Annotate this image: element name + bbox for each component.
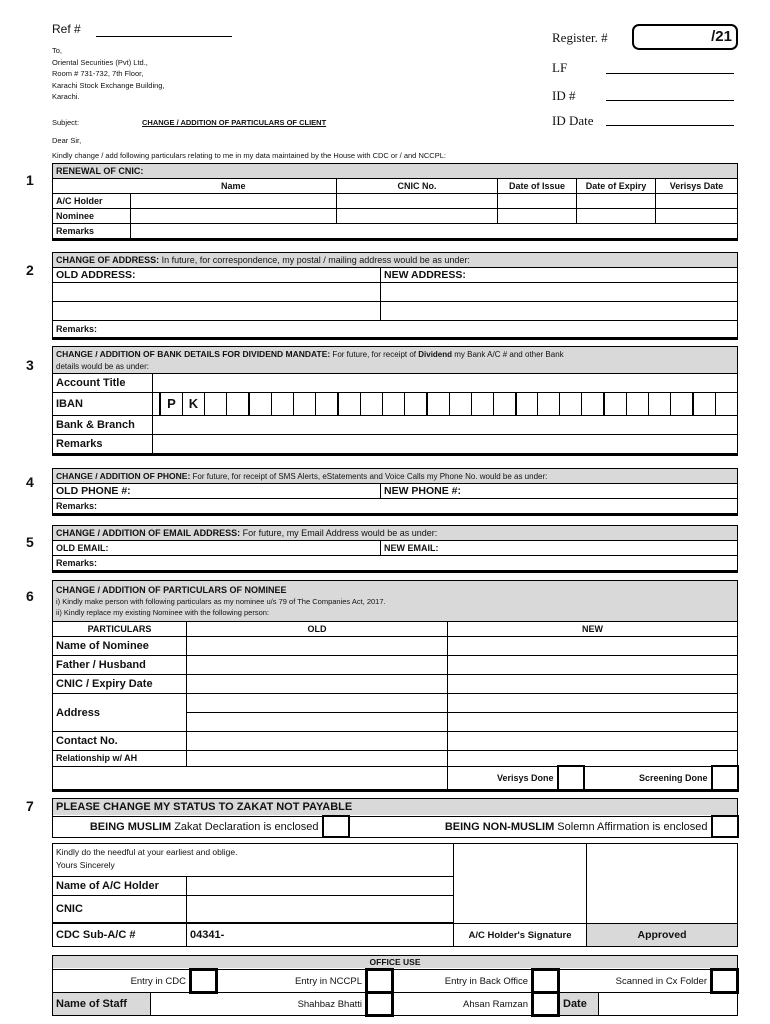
- row-label: Father / Husband: [53, 656, 187, 675]
- iban-char-cell[interactable]: [315, 393, 337, 415]
- section-number: 5: [26, 534, 34, 550]
- phone-table: [52, 468, 738, 516]
- ref-label: Ref #: [52, 22, 81, 36]
- old-value-field[interactable]: [187, 694, 448, 713]
- nominee-table: [52, 580, 739, 792]
- section-number: 4: [26, 474, 34, 490]
- new-address-field[interactable]: [381, 302, 738, 321]
- iban-char-cell[interactable]: [537, 393, 559, 415]
- iban-char-cell[interactable]: [626, 393, 648, 415]
- section-number: 6: [26, 588, 34, 604]
- entry-nccpl-label: Entry in NCCPL: [217, 970, 367, 993]
- row-label: IBAN: [53, 393, 153, 416]
- row-label: CNIC / Expiry Date: [53, 675, 187, 694]
- office-use-title: OFFICE USE: [53, 956, 738, 970]
- row-label: Account Title: [53, 374, 153, 393]
- iban-char-cell[interactable]: [360, 393, 382, 415]
- col-verisys-date: Verisys Date: [656, 179, 738, 194]
- screening-done-label: Screening Done: [584, 766, 712, 790]
- section-title: CHANGE / ADDITION OF PHONE: For future, for receipt of SMS Alerts, eStatements and Voice Calls my Phone No. would be as under:: [53, 469, 738, 484]
- new-phone-label[interactable]: NEW PHONE #:: [381, 484, 738, 499]
- id-field[interactable]: [606, 100, 734, 101]
- new-value-field[interactable]: [448, 675, 738, 694]
- address-line: Karachi.: [52, 92, 80, 101]
- holder-verisys-field[interactable]: [656, 194, 738, 209]
- address-line: Karachi Stock Exchange Building,: [52, 80, 165, 90]
- scanned-label: Scanned in Cx Folder: [559, 970, 712, 993]
- new-address-field[interactable]: [381, 283, 738, 302]
- old-email-label[interactable]: OLD EMAIL:: [53, 541, 381, 556]
- cnic-label: CNIC: [53, 896, 187, 923]
- iban-char-cell[interactable]: [515, 393, 538, 415]
- date-field[interactable]: [599, 993, 738, 1016]
- row-label: Remarks: [53, 224, 131, 240]
- address-table: [52, 252, 738, 340]
- staff-1-checkbox[interactable]: [367, 993, 393, 1016]
- recipient-address: [52, 45, 165, 103]
- iban-char-cell[interactable]: [648, 393, 670, 415]
- holder-expiry-field[interactable]: [577, 194, 656, 209]
- staff-1-label: Shahbaz Bhatti: [151, 993, 367, 1016]
- remarks-field[interactable]: [131, 224, 738, 240]
- office-use-table: [52, 955, 739, 1017]
- iban-char-cell[interactable]: [226, 393, 248, 415]
- entry-back-office-checkbox[interactable]: [533, 970, 559, 993]
- old-address-field[interactable]: [53, 283, 381, 302]
- id-date-field[interactable]: [606, 125, 734, 126]
- iban-char-cell[interactable]: [692, 393, 715, 415]
- col-particulars: PARTICULARS: [53, 622, 187, 637]
- being-muslim-label: BEING MUSLIM Zakat Declaration is enclosed: [53, 816, 323, 837]
- account-title-field[interactable]: [153, 374, 738, 393]
- nominee-cnic-field[interactable]: [337, 209, 498, 224]
- approved-area[interactable]: [587, 844, 738, 924]
- section-number: 1: [26, 172, 34, 188]
- being-non-muslim-checkbox[interactable]: [712, 816, 738, 837]
- new-value-field[interactable]: [448, 713, 738, 732]
- old-value-field[interactable]: [187, 675, 448, 694]
- row-label: Nominee: [53, 209, 131, 224]
- new-value-field[interactable]: [448, 656, 738, 675]
- new-address-label: NEW ADDRESS:: [381, 268, 738, 283]
- holder-cnic-field[interactable]: [337, 194, 498, 209]
- subject-text: CHANGE / ADDITION OF PARTICULARS OF CLIENT: [142, 118, 327, 127]
- iban-char-cell[interactable]: [559, 393, 581, 415]
- section-title: CHANGE OF ADDRESS: In future, for correspondence, my postal / mailing address would be as under:: [53, 253, 738, 268]
- iban-char-cell[interactable]: [337, 393, 360, 415]
- new-email-label[interactable]: NEW EMAIL:: [381, 541, 738, 556]
- old-value-field[interactable]: [187, 732, 448, 751]
- row-label: Remarks: [53, 435, 153, 455]
- iban-char-cell[interactable]: [581, 393, 603, 415]
- nominee-expiry-field[interactable]: [577, 209, 656, 224]
- col-new: NEW: [448, 622, 738, 637]
- being-non-muslim-label: BEING NON-MUSLIM Solemn Affirmation is enclosed: [349, 816, 712, 837]
- id-date-label: ID Date: [552, 113, 594, 128]
- old-phone-label[interactable]: OLD PHONE #:: [53, 484, 381, 499]
- row-label: Bank & Branch: [53, 416, 153, 435]
- ref-field[interactable]: [96, 36, 232, 37]
- staff-2-checkbox[interactable]: [533, 993, 559, 1016]
- iban-char-cell[interactable]: [293, 393, 315, 415]
- cdc-label: CDC Sub-A/C #: [53, 924, 187, 947]
- remarks-label: Remarks:: [53, 556, 738, 572]
- address-line: Room # 731-732, 7th Floor,: [52, 69, 144, 78]
- closing-text: Kindly do the needful at your earliest and oblige. Yours Sincerely: [53, 844, 454, 877]
- col-name: Name: [131, 179, 337, 194]
- bank-remarks-field[interactable]: [153, 435, 738, 455]
- section-title: PLEASE CHANGE MY STATUS TO ZAKAT NOT PAYABLE: [53, 799, 738, 817]
- iban-cells: [153, 393, 737, 415]
- approved-label: Approved: [587, 924, 738, 947]
- iban-char-cell[interactable]: [271, 393, 293, 415]
- section-number: 7: [26, 798, 34, 814]
- new-value-field[interactable]: [448, 751, 738, 767]
- section-number: 3: [26, 357, 34, 373]
- nominee-issue-field[interactable]: [498, 209, 577, 224]
- iban-char-cell[interactable]: K: [182, 393, 204, 415]
- intro-text: Kindly change / add following particulars relating to me in my data maintained by the House with CDC or / and NCCPL:: [52, 151, 446, 160]
- register-label: Register. #: [552, 30, 608, 45]
- new-value-field[interactable]: [448, 637, 738, 656]
- name-holder-field[interactable]: [187, 877, 454, 896]
- salutation: Dear Sir,: [52, 136, 82, 145]
- new-value-field[interactable]: [448, 694, 738, 713]
- section-number: 2: [26, 262, 34, 278]
- zakat-table: [52, 798, 739, 838]
- signature-area[interactable]: [454, 844, 587, 924]
- id-label: ID #: [552, 88, 576, 103]
- section-title: CHANGE / ADDITION OF PARTICULARS OF NOMINEE i) Kindly make person with following particulars as my nominee u/s 79 of The Companies Act, 2017. ii) Kindly replace my existing Nominee with the following person:: [53, 581, 738, 622]
- bank-branch-field[interactable]: [153, 416, 738, 435]
- cnic-field[interactable]: [187, 896, 454, 923]
- iban-char-cell[interactable]: [204, 393, 226, 415]
- old-address-label: OLD ADDRESS:: [53, 268, 381, 283]
- iban-char-cell[interactable]: [248, 393, 271, 415]
- address-line: To,: [52, 46, 63, 55]
- entry-back-office-label: Entry in Back Office: [393, 970, 533, 993]
- staff-label: Name of Staff: [53, 993, 151, 1016]
- bank-table: [52, 346, 738, 456]
- being-muslim-checkbox[interactable]: [323, 816, 349, 837]
- scanned-checkbox[interactable]: [712, 970, 738, 993]
- old-value-field[interactable]: [187, 656, 448, 675]
- screening-done-checkbox[interactable]: [712, 766, 738, 790]
- verisys-done-checkbox[interactable]: [558, 766, 584, 790]
- new-value-field[interactable]: [448, 732, 738, 751]
- col-old: OLD: [187, 622, 448, 637]
- iban-char-cell[interactable]: P: [159, 393, 182, 415]
- old-address-field[interactable]: [53, 302, 381, 321]
- row-label: Address: [53, 694, 187, 732]
- lf-label: LF: [552, 60, 568, 75]
- entry-cdc-checkbox[interactable]: [191, 970, 217, 993]
- section-title: RENEWAL OF CNIC:: [53, 164, 738, 179]
- row-label: Relationship w/ AH: [53, 751, 187, 767]
- old-value-field[interactable]: [187, 713, 448, 732]
- entry-nccpl-checkbox[interactable]: [367, 970, 393, 993]
- holder-issue-field[interactable]: [498, 194, 577, 209]
- iban-char-cell[interactable]: [471, 393, 493, 415]
- col-date-issue: Date of Issue: [498, 179, 577, 194]
- section-title: CHANGE / ADDITION OF BANK DETAILS FOR DIVIDEND MANDATE: For future, for receipt of Dividend my Bank A/C # and other Bank details would be as under:: [53, 347, 738, 374]
- row-label: Name of Nominee: [53, 637, 187, 656]
- email-table: [52, 525, 738, 573]
- nominee-verisys-field[interactable]: [656, 209, 738, 224]
- signature-label: A/C Holder's Signature: [454, 924, 587, 947]
- iban-char-cell[interactable]: [493, 393, 515, 415]
- old-value-field[interactable]: [187, 637, 448, 656]
- cdc-field[interactable]: 04341-: [187, 924, 454, 947]
- row-label: Contact No.: [53, 732, 187, 751]
- section-title: CHANGE / ADDITION OF EMAIL ADDRESS: For future, my Email Address would be as under:: [53, 526, 738, 541]
- col-cnic: CNIC No.: [337, 179, 498, 194]
- iban-char-cell[interactable]: [382, 393, 404, 415]
- iban-char-cell[interactable]: [715, 393, 737, 415]
- staff-2-label: Ahsan Ramzan: [393, 993, 533, 1016]
- iban-char-cell[interactable]: [404, 393, 426, 415]
- verisys-done-label: Verisys Done: [448, 766, 558, 790]
- remarks-label: Remarks:: [53, 321, 738, 339]
- old-value-field[interactable]: [187, 751, 448, 767]
- cnic-renewal-table: [52, 163, 738, 241]
- entry-cdc-label: Entry in CDC: [53, 970, 191, 993]
- iban-char-cell[interactable]: [670, 393, 692, 415]
- address-line: Oriental Securities (Pvt) Ltd.,: [52, 57, 148, 67]
- closing-table: [52, 843, 738, 947]
- iban-char-cell[interactable]: [449, 393, 471, 415]
- col-date-expiry: Date of Expiry: [577, 179, 656, 194]
- register-field[interactable]: /21: [632, 24, 738, 50]
- date-label: Date: [559, 993, 599, 1016]
- iban-field[interactable]: [153, 393, 738, 416]
- row-label: A/C Holder: [53, 194, 131, 209]
- nominee-name-field[interactable]: [131, 209, 337, 224]
- iban-char-cell[interactable]: [426, 393, 449, 415]
- remarks-label: Remarks:: [53, 499, 738, 515]
- subject-label: Subject:: [52, 118, 80, 127]
- name-holder-label: Name of A/C Holder: [53, 877, 187, 896]
- lf-field[interactable]: [606, 73, 734, 74]
- iban-char-cell[interactable]: [603, 393, 626, 415]
- holder-name-field[interactable]: [131, 194, 337, 209]
